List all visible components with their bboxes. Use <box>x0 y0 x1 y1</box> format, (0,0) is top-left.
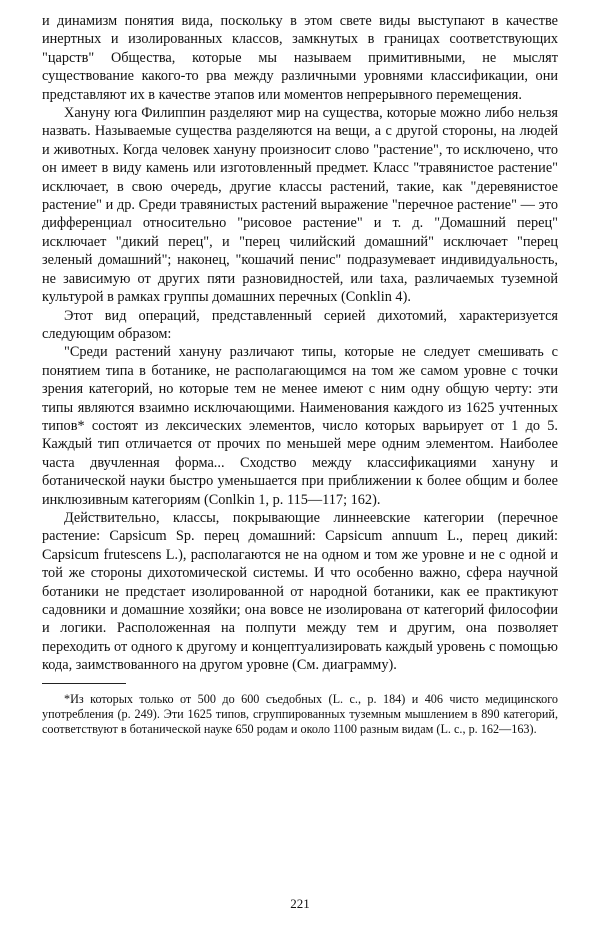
footnote-divider <box>42 683 126 684</box>
main-text <box>42 12 558 675</box>
page-number: 221 <box>290 896 310 911</box>
footnote: *Из которых только от 500 до 600 съедобных (L. с., р. 184) и 406 чисто медицинского употребления (р. 249). Эти 1625 типов, сгруппированных туземным мышлением в 890 категорий, соответствуют в ботанической науке 650 родам и около 1100 разным видам (L. с., р. 162—163). <box>42 691 558 737</box>
paragraph-hanunoo: Ханунy юга Филиппин разделяют мир на существа, которые можно либо нельзя назвать. Называемые существа разделяются на вещи, а с другой стороны, на людей и животных. Когда человек ханунy произносит слово "растение", то исключено, что он имеет в виду камень или изготовленный предмет. Класс "травянистое растение" исключает, в свою очередь, другие классы растений, такие, как "деревянистое растение" и др. Среди травянистых растений выражение "перечное растение" — это дифференциал относительно "рисовое растение" и т. д. "Домашний перец" исключает "дикий перец", и "перец чилийский домашний" исключает "перец зеленый домашний"; наконец, "кошачий пенис" подразумевает индивидуальность, не зависимую от других пяти разновидностей, или taxa, различаемых туземной культурой в рамках группы домашних перечных (Conklin 4). <box>42 105 558 306</box>
paragraph-continuation: и динамизм понятия вида, поскольку в этом свете виды выступают в качестве инертных и изолированных классов, замкнутых в границах соответствующих "царств" Общества, которые мы называем примитивными, не мыслят существование какого-то рва между различными уровнями классификации, они представляют их в качестве этапов или моментов непрерывного перемещения. <box>42 13 558 103</box>
paragraph-operations: Этот вид операций, представленный серией дихотомий, характеризуется следующим образом: <box>42 307 558 342</box>
paragraph-quotation: "Среди растений ханунy различают типы, которые не следует смешивать с понятием типа в ботанике, не располагающимся на том же самом уровне с точки зрения категорий, но которые тем не менее имеют с ним одну общую черту: эти типы являются взаимно исключающими. Наименования каждого из 1625 учтенных типов* состоят из лексических элементов, число которых варьирует от 1 до 5. Каждый тип отличается от прочих по меньшей мере одним элементом. Наиболее часта двучленная форма... Сходство между классификациями ханунy и ботанической науки быстро уменьшается при приближении к более общим и более инклюзивным категориям (Conlkin 1, р. 115—117; 162). <box>42 344 558 508</box>
paragraph-linnean: Действительно, классы, покрывающие линнеевские категории (перечное растение: Capsicum Sp. перец домашний: Capsicum annuum L., перец дикий: Capsicum frutescens L.), располагаются не на одном и том же уровне и не с одной и той же стороны дихотомической системы. И что особенно важно, сфера научной ботаники не предстает изолированной от народной ботаники, как ее практикуют садовники и домашние хозяйки; она вовсе не изолирована от категорий философии и логики. Расположенная на полпути между тем и другим, она позволяет переходить от одного к другому и концептуализировать каждый уровень с помощью кода, заимствованного на другом уровне (См. диаграмму). <box>42 509 558 674</box>
